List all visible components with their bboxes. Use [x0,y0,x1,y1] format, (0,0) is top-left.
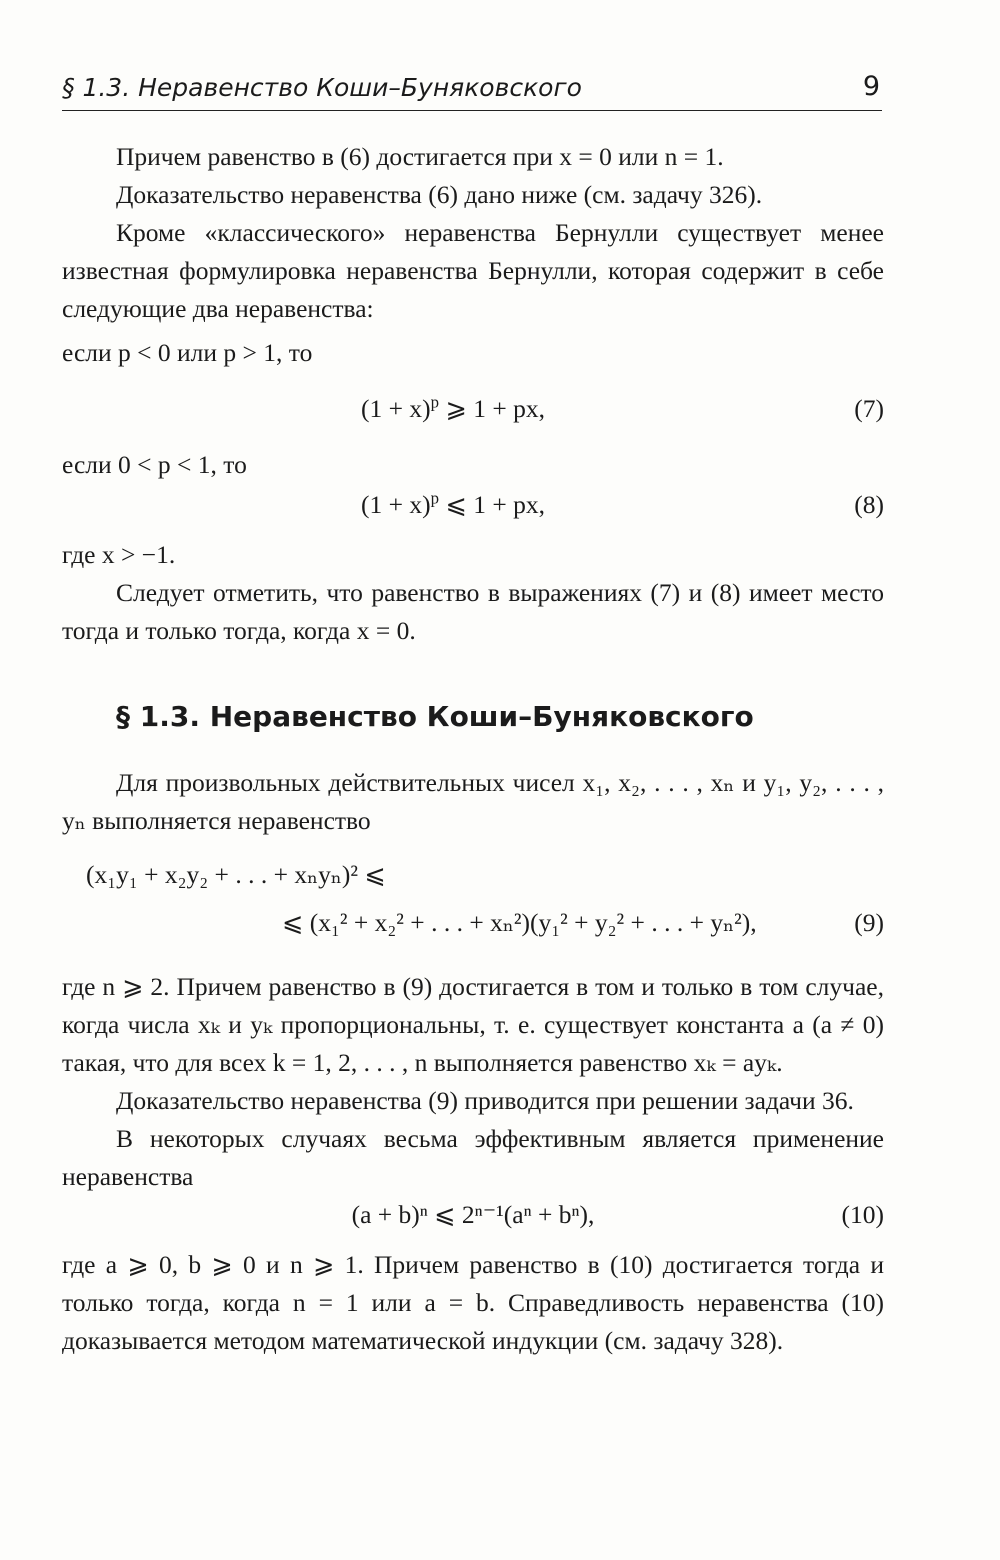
equation-7-rhs: ⩾ 1 + px, [439,394,545,423]
equality-note-6: Причем равенство в (6) достигается при x = 0 или n = 1. [116,142,724,171]
bernoulli-intro-paragraph: Кроме «классического» неравенства Бернулли существует менее известная формулировка неравенства Бернулли, которая содержит в себе следующие два неравенства: [62,218,884,323]
running-header-title: § 1.3. Неравенство Коши–Буняковского [62,73,582,102]
top-text-block [62,138,884,650]
equation-7-number: (7) [854,394,884,423]
condition-2: если 0 < p < 1, то [62,450,247,479]
equation-8-rhs: ⩽ 1 + px, [439,490,545,519]
section-body [62,764,884,1360]
running-header [62,66,882,111]
equation-7-exponent: p [430,392,440,412]
equality-conditions-9: где n ⩾ 2. Причем равенство в (9) достигается в том и только в том случае, когда числа xₖ и yₖ пропорциональны, т. е. существует константа a (a ≠ 0) такая, что для всех k = 1, 2, . . . , n выполняется равенство xₖ = ayₖ. [62,972,884,1077]
domain-condition: где x > −1. [62,540,176,569]
proof-reference-9: Доказательство неравенства (9) приводится при решении задачи 36. [116,1086,854,1115]
equation-9-line-2: ⩽ (x₁² + x₂² + . . . + xₙ²)(y₁² + y₂² + . . . + yₙ²), [282,908,757,937]
equation-9-line-1: (x₁y₁ + x₂y₂ + . . . + xₙyₙ)² ⩽ [86,860,386,889]
equation-8 [62,486,884,524]
equation-9-number: (9) [854,908,884,937]
effective-inequality-intro: В некоторых случаях весьма эффективным является применение неравенства [62,1124,884,1191]
equation-8-lhs: (1 + x) [361,490,431,519]
section-heading: § 1.3. Неравенство Коши–Буняковского [116,700,754,733]
equation-10-number: (10) [841,1200,884,1229]
cauchy-intro: Для произвольных действительных чисел x₁, x₂, . . . , xₙ и y₁, y₂, . . . , yₙ выполняется неравенство [62,768,884,835]
equation-7 [62,390,884,428]
equation-10 [62,1196,884,1234]
equation-9 [62,856,884,960]
equation-10-body: (a + b)ⁿ ⩽ 2ⁿ⁻¹(aⁿ + bⁿ), [351,1200,595,1229]
equation-8-number: (8) [854,490,884,519]
equality-note-7-8: Следует отметить, что равенство в выражениях (7) и (8) имеет место тогда и только тогда, когда x = 0. [62,578,884,645]
proof-reference-6: Доказательство неравенства (6) дано ниже (см. задачу 326). [116,180,763,209]
page-number: 9 [862,71,880,102]
equality-conditions-10: где a ⩾ 0, b ⩾ 0 и n ⩾ 1. Причем равенство в (10) достигается тогда и только тогда, когда n = 1 или a = b. Справедливость неравенства (10) доказывается методом математической индукции (см. задачу 328). [62,1250,884,1355]
equation-8-exponent: p [430,488,440,508]
equation-7-lhs: (1 + x) [361,394,431,423]
condition-1: если p < 0 или p > 1, то [62,338,313,367]
